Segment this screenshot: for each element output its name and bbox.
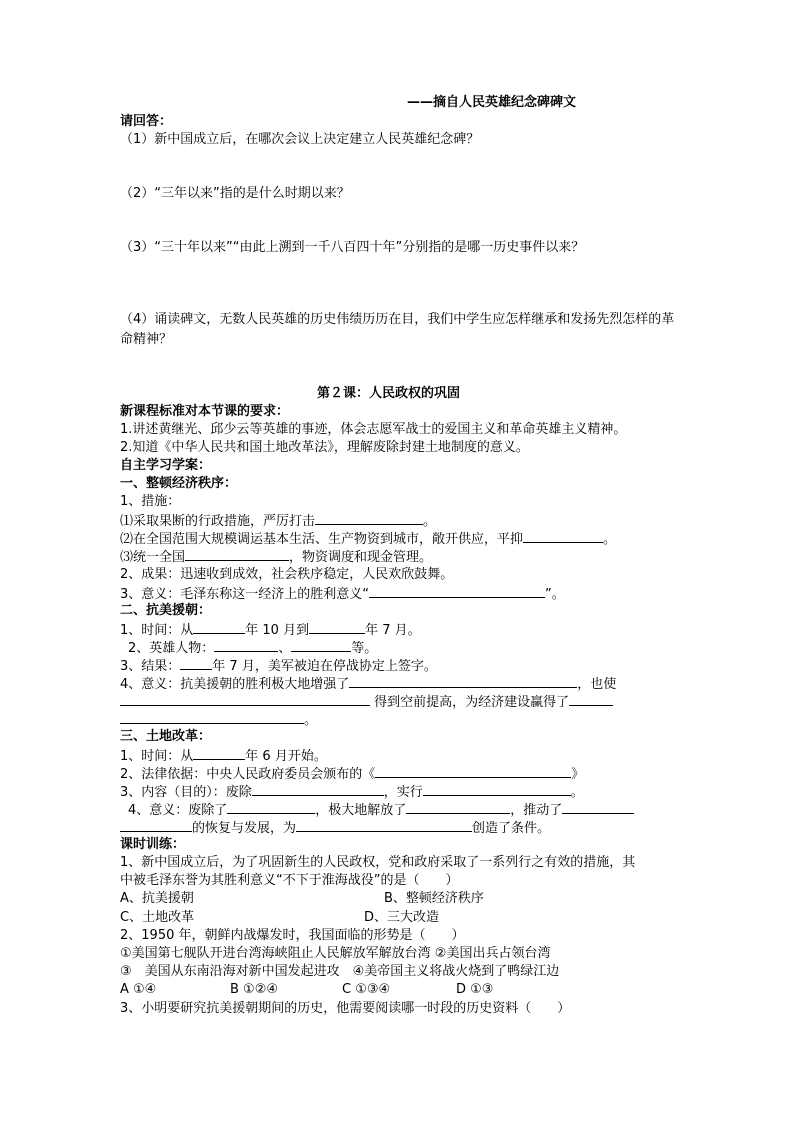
- q2-option-b: B ①②④: [230, 982, 279, 997]
- lesson-title: 第２课：人民政权的巩固: [317, 386, 461, 401]
- blank[interactable]: [569, 693, 613, 706]
- blank[interactable]: [309, 621, 365, 634]
- part3-heading: 三、土地改革：: [120, 729, 212, 744]
- blank[interactable]: [193, 747, 245, 760]
- blank[interactable]: [423, 783, 571, 796]
- self-study-heading: 自主学习学案：: [120, 458, 212, 473]
- part1-line1: 1、措施：: [120, 494, 181, 509]
- blank[interactable]: [193, 621, 245, 634]
- blank[interactable]: [523, 530, 603, 543]
- q2-option-a: A ①④: [120, 982, 157, 997]
- q2-option-c: C ①③④: [342, 982, 391, 997]
- q1-option-d: D、三大改造: [364, 910, 440, 925]
- blank[interactable]: [296, 819, 472, 832]
- part1-line3: ⑵在全国范围大规模调运基本生活、生产物资到城市，敞开供应，平抑 。: [120, 532, 617, 547]
- part3-line2: 2、法律依据：中央人民政府委员会颁布的《 》: [120, 767, 585, 782]
- part1-line4: ⑶统一全国 ，物资调度和现金管理。: [120, 550, 433, 565]
- question-2: （2）“三年以来”指的是什么时期以来？: [120, 186, 350, 201]
- practice-q1-line2: 中被毛泽东誉为其胜利意义“不下于淮海战役”的是（ ）: [120, 873, 459, 888]
- question-3: （3）“三十年以来”“由此上溯到一千八百四十年”分别指的是哪一历史事件以来？: [120, 240, 585, 255]
- blank[interactable]: [291, 639, 351, 652]
- part2-line6: 。: [120, 711, 317, 729]
- part2-line1: 1、时间：从 年 10 月到 年 7 月。: [120, 623, 421, 638]
- question-4: （4）诵读碑文，无数人民英雄的历史伟绩历历在目，我们中学生应怎样继承和发扬先烈怎样的革命精神？: [120, 312, 675, 347]
- blank[interactable]: [214, 639, 278, 652]
- practice-q3: 3、小明要研究抗美援朝期间的历史，他需要阅读哪一时段的历史资料（ ）: [120, 1001, 571, 1016]
- part3-line1: 1、时间：从 年 6 月开始。: [120, 749, 327, 764]
- part3-line4: 4、意义：废除了 ，极大地解放了 ，推动了: [128, 801, 634, 819]
- practice-q2: 2、1950 年，朝鲜内战爆发时，我国面临的形势是（ ）: [120, 928, 465, 943]
- blank[interactable]: [180, 657, 212, 670]
- q1-option-b: B、整顿经济秩序: [384, 891, 484, 906]
- source-line: ——摘自人民英雄纪念碑碑文: [407, 95, 577, 110]
- blank[interactable]: [562, 801, 634, 814]
- practice-heading: 课时训练：: [120, 837, 186, 852]
- part1-line5: 2、成果：迅速收到成效，社会秩序稳定，人民欢欣鼓舞。: [120, 567, 454, 582]
- q2-option-d: D ①③: [456, 982, 494, 997]
- blank[interactable]: [185, 548, 289, 561]
- part3-line3: 3、内容（目的）：废除 ，实行 。: [120, 785, 584, 800]
- part2-line3: 3、结果： 年 7 月，美军被迫在停战协定上签字。: [120, 659, 437, 674]
- q1-option-c: C、土地改革: [120, 910, 195, 925]
- part1-line2: ⑴采取果断的行政措施，严厉打击 。: [120, 514, 437, 529]
- blank[interactable]: [315, 512, 423, 525]
- part2-line2: 2、英雄人物： 、 等。: [128, 641, 378, 656]
- standard-item-2: 2.知道《中华人民共和国土地改革法》，理解废除封建土地制度的意义。: [120, 440, 529, 455]
- blank[interactable]: [349, 675, 577, 688]
- q2-statements-2: ③ 美国从东南沿海对新中国发起进攻 ④美帝国主义将战火烧到了鸭绿江边: [120, 964, 560, 979]
- blank[interactable]: [227, 801, 315, 814]
- part2-line4: 4、意义：抗美援朝的胜利极大地增强了 ，也使: [120, 677, 617, 692]
- part2-heading: 二、抗美援朝：: [120, 603, 212, 618]
- blank[interactable]: [120, 693, 370, 706]
- question-1: （1）新中国成立后，在哪次会议上决定建立人民英雄纪念碑？: [120, 132, 480, 147]
- please-answer: 请回答：: [120, 114, 173, 129]
- q2-statements-1: ①美国第七舰队开进台湾海峡阻止人民解放军解放台湾 ②美国出兵占领台湾: [120, 946, 551, 961]
- standard-item-1: 1.讲述黄继光、邱少云等英雄的事迹，体会志愿军战士的爱国主义和革命英雄主义精神。: [120, 422, 627, 437]
- standard-heading: 新课程标准对本节课的要求：: [120, 404, 290, 419]
- part2-line5: 得到空前提高，为经济建设赢得了: [120, 693, 613, 711]
- part3-line5: 的恢复与发展，为 创造了条件。: [120, 819, 550, 837]
- practice-q1-line1: 1、新中国成立后，为了巩固新生的人民政权，党和政府采取了一系列行之有效的措施，其: [120, 855, 636, 870]
- blank[interactable]: [120, 819, 192, 832]
- part1-heading: 一、整顿经济秩序：: [120, 476, 238, 491]
- blank[interactable]: [406, 801, 510, 814]
- q1-option-a: A、抗美援朝: [120, 891, 194, 906]
- blank[interactable]: [369, 585, 545, 598]
- blank[interactable]: [252, 783, 384, 796]
- blank[interactable]: [375, 765, 571, 778]
- part1-line6: 3、意义：毛泽东称这一经济上的胜利意义“ ”。: [120, 587, 565, 602]
- blank[interactable]: [120, 711, 304, 724]
